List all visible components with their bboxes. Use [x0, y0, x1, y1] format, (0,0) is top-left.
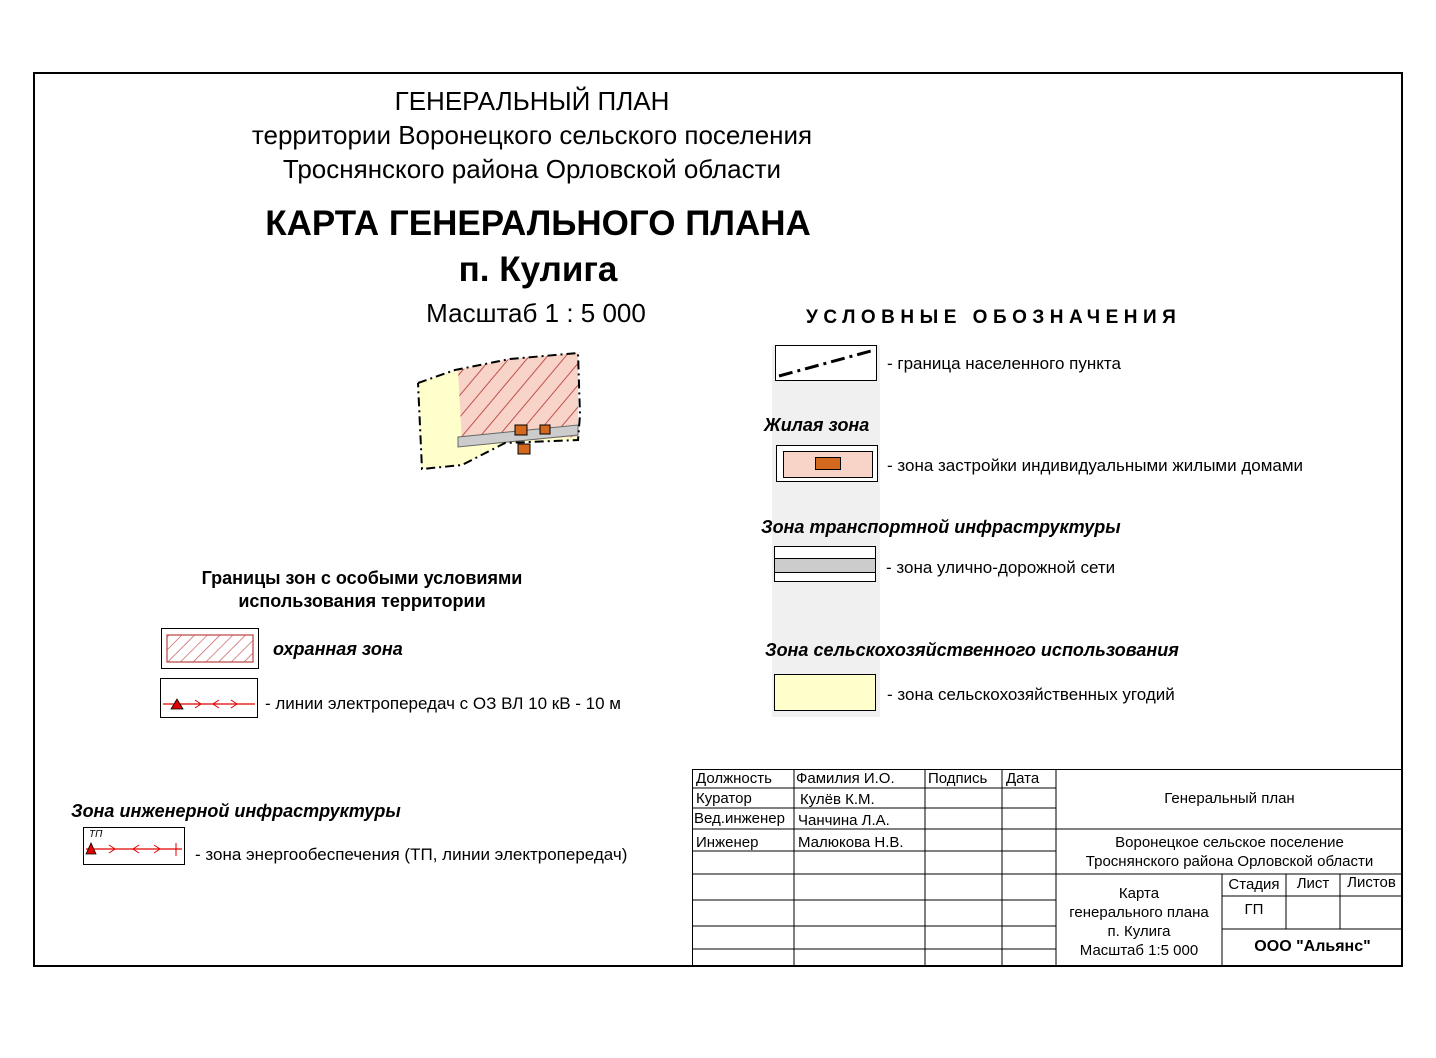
sheet-title-line-1: Карта	[1118, 885, 1160, 902]
sheet-title-line-2: генерального плана	[1069, 904, 1209, 921]
agri-heading: Зона сельскохозяйственного использования	[765, 640, 1179, 660]
special-zones-heading-1: Границы зон с особыми условиями	[201, 568, 523, 588]
stage-value: ГП	[1244, 901, 1264, 918]
tp-label: ТП	[89, 829, 103, 840]
sheet-label: Лист	[1296, 875, 1330, 892]
protection-zone-symbol	[161, 628, 259, 669]
header-name: Фамилия И.О.	[796, 770, 895, 787]
house	[515, 425, 527, 435]
map-scale: Масштаб 1 : 5 000	[426, 298, 646, 328]
house	[540, 425, 550, 434]
protection-zone-label: охранная зона	[273, 639, 403, 659]
agri-symbol	[774, 674, 876, 711]
row-position: Куратор	[696, 790, 752, 807]
energy-label: - зона энергообеспечения (ТП, линии электропередач)	[195, 845, 628, 864]
row-name: Малюкова Н.В.	[798, 834, 904, 851]
row-name: Кулёв К.М.	[800, 791, 875, 808]
header-date: Дата	[1006, 770, 1040, 787]
map-title: КАРТА ГЕНЕРАЛЬНОГО ПЛАНА	[265, 204, 811, 243]
agri-label: - зона сельскохозяйственных угодий	[887, 685, 1175, 704]
powerline-symbol	[160, 678, 258, 718]
plan-subtitle-territory: территории Воронецкого сельского поселения	[251, 120, 813, 150]
sheet-title-line-4: Масштаб 1:5 000	[1079, 942, 1199, 959]
boundary-symbol	[775, 345, 877, 381]
sheets-label: Листов	[1347, 874, 1396, 891]
header-signature: Подпись	[928, 770, 988, 787]
place-line-2: Троснянского района Орловской области	[1085, 853, 1374, 870]
road-fill	[775, 558, 875, 573]
energy-symbol	[83, 827, 185, 865]
plan-subtitle-district: Троснянского района Орловской области	[282, 154, 782, 184]
residential-symbol	[776, 445, 878, 482]
transport-heading: Зона транспортной инфраструктуры	[761, 517, 1121, 537]
header-position: Должность	[696, 770, 772, 787]
title-block	[692, 769, 1403, 967]
powerline-label: - линии электропередач с ОЗ ВЛ 10 кВ - 10 м	[265, 694, 621, 713]
house-icon	[815, 457, 841, 470]
map-place: п. Кулига	[458, 250, 618, 289]
road-symbol	[774, 546, 876, 582]
row-name: Чанчина Л.А.	[798, 812, 890, 829]
place-line-1: Воронецкое сельское поселение	[1115, 834, 1344, 851]
boundary-line-icon	[776, 346, 876, 380]
powerline-icon	[161, 679, 257, 717]
hatch-icon	[162, 629, 258, 668]
settlement-map	[410, 345, 590, 480]
engineering-heading: Зона инженерной инфраструктуры	[71, 801, 401, 821]
row-position: Инженер	[696, 834, 759, 851]
house	[518, 444, 530, 454]
stage-label: Стадия	[1228, 876, 1280, 893]
company-name: ООО "Альянс"	[1254, 938, 1371, 955]
row-position: Вед.инженер	[694, 810, 785, 827]
special-zones-heading-2: использования территории	[238, 591, 486, 611]
sheet-title-line-3: п. Кулига	[1107, 923, 1171, 940]
project-name: Генеральный план	[1164, 790, 1295, 807]
residential-heading: Жилая зона	[764, 415, 870, 435]
residential-label: - зона застройки индивидуальными жилыми домами	[887, 456, 1304, 475]
plan-title: ГЕНЕРАЛЬНЫЙ ПЛАН	[394, 86, 670, 116]
boundary-label: - граница населенного пункта	[887, 354, 1121, 373]
road-label: - зона улично-дорожной сети	[886, 558, 1116, 577]
legend-title: УСЛОВНЫЕ ОБОЗНАЧЕНИЯ	[806, 307, 1182, 328]
